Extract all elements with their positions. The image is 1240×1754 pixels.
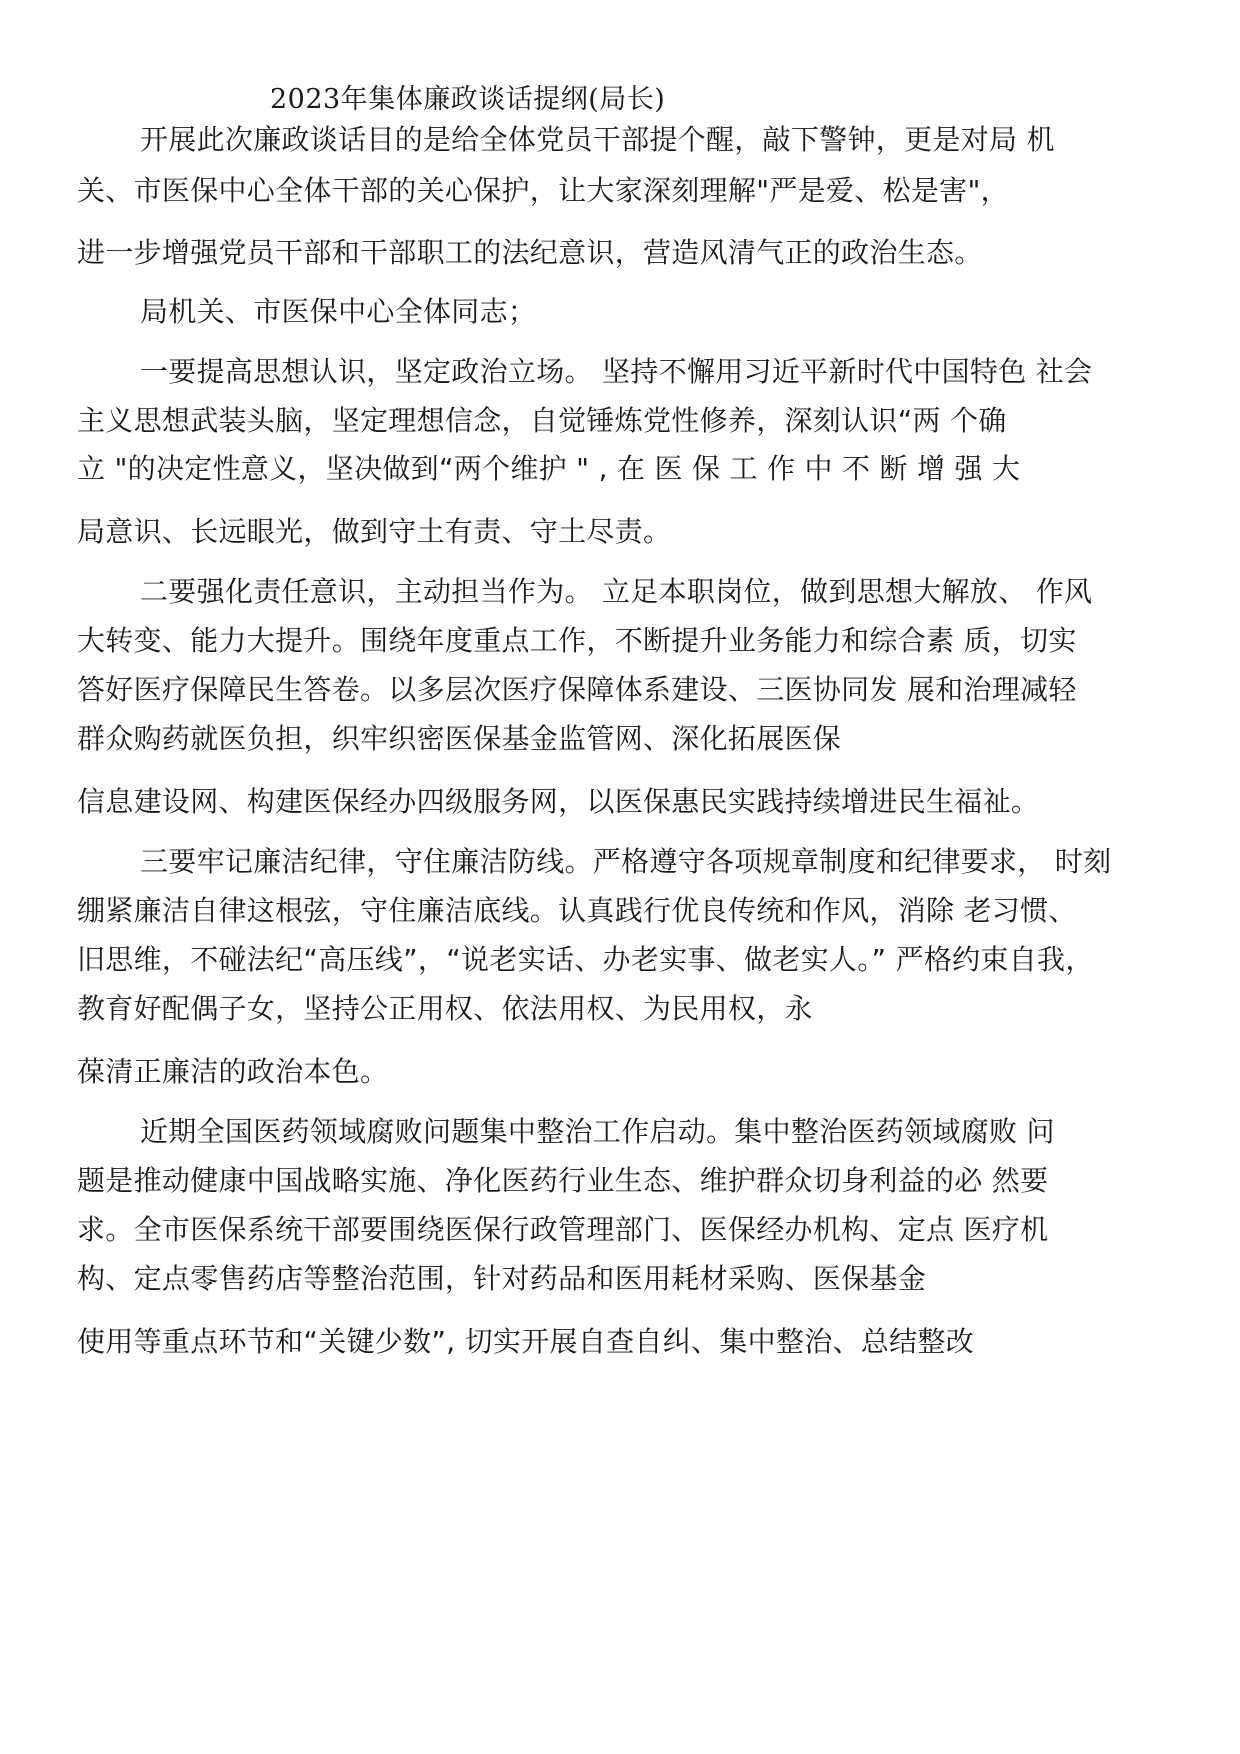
body-line-5: 一要提高思想认识，坚定政治立场。 坚持不懈用习近平新时代中国特色 社会 — [140, 355, 1093, 388]
document-title: 2023年集体廉政谈话提纲(局长) — [270, 84, 666, 115]
body-line-2: 关、市医保中心全体干部的关心保护，让大家深刻理解"严是爱、松是害"， — [77, 174, 1009, 207]
body-line-21: 求。全市医保系统干部要围绕医保行政管理部门、医保经办机构、定点 医疗机 — [77, 1213, 1049, 1246]
body-line-19: 近期全国医药领域腐败问题集中整治工作启动。集中整治医药领域腐败 问 — [140, 1115, 1055, 1148]
body-line-3: 进一步增强党员干部和干部职工的法纪意识，营造风清气正的政治生态。 — [77, 236, 983, 269]
body-line-7: 立 "的决定性意义，坚决做到“两个维护 " , 在 医 保 工 作 中 不 断 增 强 大 — [77, 452, 1021, 485]
body-line-9: 二要强化责任意识，主动担当作为。 立足本职岗位，做到思想大解放、 作风 — [140, 575, 1093, 608]
body-line-15: 绷紧廉洁自律这根弦，守住廉洁底线。认真践行优良传统和作风，消除 老习惯、 — [77, 894, 1077, 927]
body-line-6: 主义思想武装头脑，坚定理想信念，自觉锤炼党性修养，深刻认识“两 个确 — [77, 404, 1007, 437]
body-line-23: 使用等重点环节和“关键少数”, 切实开展自查自纠、集中整治、总结整改 — [77, 1325, 975, 1358]
body-line-13: 信息建设网、构建医保经办四级服务网，以医保惠民实践持续增进民生福祉。 — [77, 785, 1040, 818]
body-line-1: 开展此次廉政谈话目的是给全体党员干部提个醒，敲下警钟，更是对局 机 — [140, 123, 1055, 156]
body-line-4: 局机关、市医保中心全体同志； — [140, 295, 537, 328]
body-line-17: 教育好配偶子女，坚持公正用权、依法用权、为民用权，永 — [77, 992, 813, 1025]
body-line-11: 答好医疗保障民生答卷。以多层次医疗保障体系建设、三医协同发 展和治理减轻 — [77, 673, 1077, 706]
body-line-18: 葆清正廉洁的政治本色。 — [77, 1055, 389, 1088]
body-line-16: 旧思维，不碰法纪“高压线”，“说老实话、办老实事、做老实人。” 严格约束自我， — [77, 943, 1094, 976]
body-line-10: 大转变、能力大提升。围绕年度重点工作，不断提升业务能力和综合素 质，切实 — [77, 624, 1077, 657]
body-line-20: 题是推动健康中国战略实施、净化医药行业生态、维护群众切身利益的必 然要 — [77, 1164, 1049, 1197]
body-line-8: 局意识、长远眼光，做到守土有责、守土尽责。 — [77, 515, 672, 548]
body-line-12: 群众购药就医负担，织牢织密医保基金监管网、深化拓展医保 — [77, 722, 842, 755]
body-line-14: 三要牢记廉洁纪律，守住廉洁防线。严格遵守各项规章制度和纪律要求， 时刻 — [140, 845, 1112, 878]
body-line-22: 构、定点零售药店等整治范围，针对药品和医用耗材采购、医保基金 — [77, 1262, 927, 1295]
